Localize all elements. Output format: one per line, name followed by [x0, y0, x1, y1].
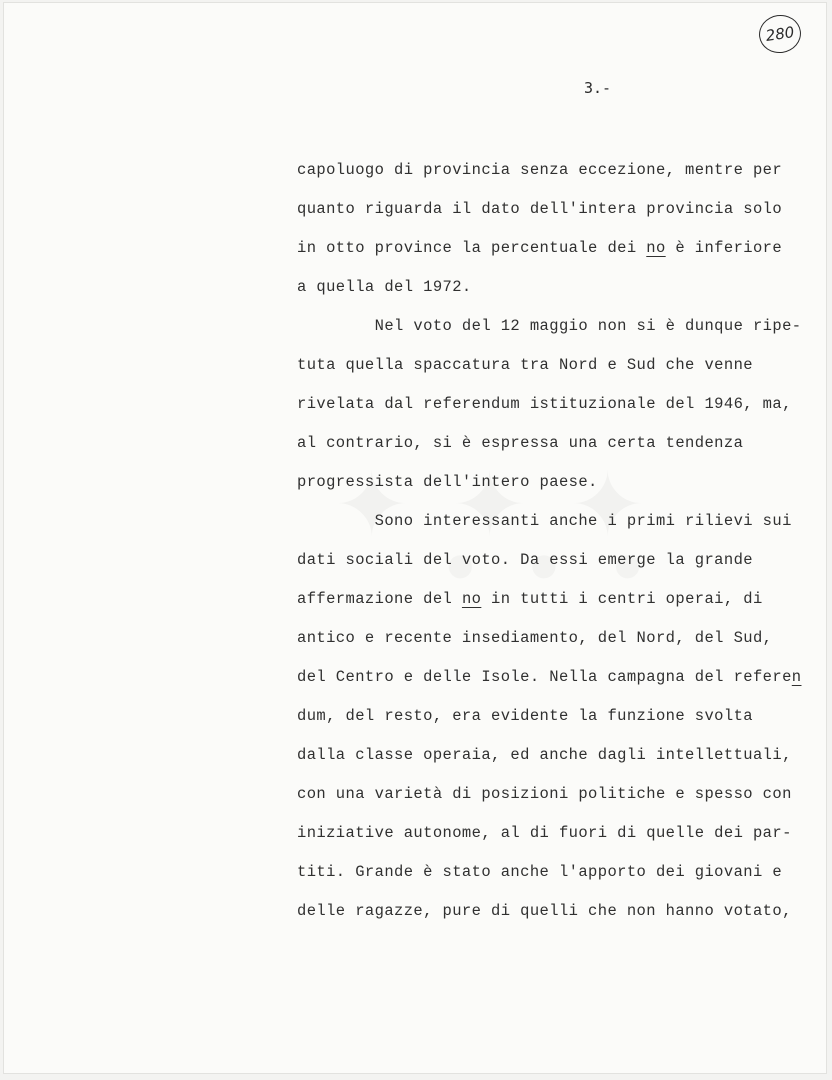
text-run: dum, del resto, era evidente la funzione svolta	[297, 707, 753, 725]
text-run: dalla classe operaia, ed anche dagli intellettuali,	[297, 746, 792, 764]
underlined-text: n	[791, 668, 802, 686]
text-line	[297, 775, 812, 814]
text-line	[297, 619, 812, 658]
document-page	[3, 2, 827, 1074]
text-run: è inferiore	[665, 239, 783, 257]
text-run: iniziative autonome, al di fuori di quelle dei par-	[297, 824, 792, 842]
text-line	[297, 229, 812, 268]
text-run: con una varietà di posizioni politiche e spesso con	[297, 785, 792, 803]
text-run: antico e recente insediamento, del Nord, del Sud,	[297, 629, 773, 647]
text-line	[297, 385, 812, 424]
text-line	[297, 307, 812, 346]
text-line	[297, 346, 812, 385]
page-number: 3.-	[584, 79, 612, 97]
text-run: affermazione del	[297, 590, 462, 608]
paragraph	[297, 307, 812, 502]
text-run: in tutti i centri operai, di	[481, 590, 763, 608]
text-run: rivelata dal referendum istituzionale del 1946, ma,	[297, 395, 792, 413]
underlined-text: no	[461, 590, 482, 608]
text-line	[297, 424, 812, 463]
text-run: del Centro e delle Isole. Nella campagna del refere	[297, 668, 792, 686]
text-run: Sono interessanti anche i primi rilievi sui	[297, 512, 792, 530]
text-run: capoluogo di provincia senza eccezione, mentre per	[297, 161, 783, 179]
text-run: dati sociali del voto. Da essi emerge la grande	[297, 551, 753, 569]
text-line	[297, 697, 812, 736]
text-line	[297, 190, 812, 229]
text-run: in otto province la percentuale dei	[297, 239, 647, 257]
text-line	[297, 814, 812, 853]
text-run: tuta quella spaccatura tra Nord e Sud che venne	[297, 356, 753, 374]
text-run: delle ragazze, pure di quelli che non hanno votato,	[297, 902, 792, 920]
text-run: titi. Grande è stato anche l'apporto dei giovani e	[297, 863, 783, 881]
text-line	[297, 892, 812, 931]
text-line	[297, 463, 812, 502]
text-line	[297, 658, 812, 697]
text-line	[297, 541, 812, 580]
paragraph	[297, 151, 812, 307]
underlined-text: no	[646, 239, 666, 257]
text-run: quanto riguarda il dato dell'intera provincia solo	[297, 200, 783, 218]
text-run: Nel voto del 12 maggio non si è dunque ripe-	[297, 317, 802, 335]
text-line	[297, 580, 812, 619]
text-run: al contrario, si è espressa una certa tendenza	[297, 434, 744, 452]
body-text	[297, 151, 812, 931]
text-line	[297, 268, 812, 307]
paragraph	[297, 502, 812, 931]
page-stamp-number: 280	[764, 23, 796, 45]
text-line	[297, 151, 812, 190]
text-line	[297, 853, 812, 892]
text-run: progressista dell'intero paese.	[297, 473, 598, 491]
text-line	[297, 502, 812, 541]
text-run: a quella del 1972.	[297, 278, 472, 296]
text-line	[297, 736, 812, 775]
page-stamp	[757, 12, 804, 55]
